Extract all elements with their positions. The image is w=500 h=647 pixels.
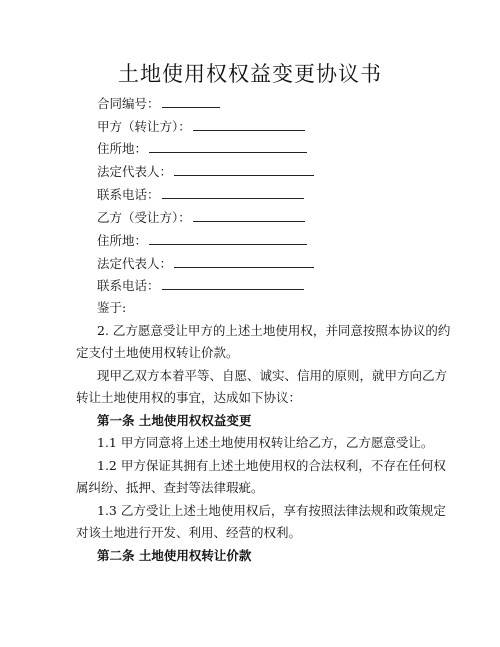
field-label: 法定代表人： [97, 256, 173, 271]
field-label: 住所地： [97, 141, 148, 156]
recital-2-line1: 2. 乙方愿意受让甲方的上述土地使用权，并同意按照本协议的约 [97, 323, 451, 338]
party-a-phone-blank [162, 186, 304, 199]
party-a-legal-rep-blank [174, 163, 314, 176]
field-label: 甲方（转让方）： [97, 119, 191, 134]
party-a-phone-field [97, 185, 304, 203]
party-b-phone-field [97, 276, 304, 294]
field-label: 合同编号： [97, 96, 160, 111]
party-b-field [97, 208, 305, 226]
party-a-address-field [97, 139, 307, 157]
party-b-legal-rep-blank [174, 255, 314, 268]
party-a-legal-rep-field [97, 162, 314, 180]
party-a-address-blank [149, 140, 307, 153]
party-a-field [97, 117, 305, 135]
party-b-phone-blank [162, 277, 304, 290]
party-b-blank [193, 209, 305, 222]
contract-number-blank [162, 95, 220, 108]
party-b-address-field [97, 231, 307, 249]
recital-2-line2: 定支付土地使用权转让价款。 [76, 345, 239, 360]
field-label: 法定代表人： [97, 164, 173, 179]
clause-1-3-line1: 1.3 乙方受让上述土地使用权后，享有按照法律法规和政策规定 [97, 503, 446, 518]
recital-label: 鉴于: [97, 300, 127, 315]
clause-1-2-line2: 属纠纷、抵押、查封等法律瑕疵。 [76, 480, 264, 495]
field-label: 联系电话： [97, 187, 160, 202]
clause-1-1: 1.1 甲方同意将上述土地使用权转让给乙方，乙方愿意受让。 [97, 435, 434, 450]
party-b-legal-rep-field [97, 254, 314, 272]
field-label: 住所地： [97, 233, 148, 248]
clause-1-3-line2: 对该土地进行开发、利用、经营的权利。 [76, 525, 302, 540]
agreement-para-line2: 转让土地使用权的事宜，达成如下协议： [76, 390, 302, 405]
agreement-para-line1: 现甲乙双方本着平等、自愿、诚实、信用的原则，就甲方向乙方 [97, 368, 448, 383]
party-b-address-blank [149, 232, 307, 245]
article-1-heading: 第一条 土地使用权权益变更 [97, 413, 252, 428]
article-2-heading: 第二条 土地使用权转让价款 [97, 548, 252, 563]
field-label: 联系电话： [97, 278, 160, 293]
field-label: 乙方（受让方）： [97, 210, 191, 225]
document-title: 土地使用权权益变更协议书 [118, 62, 382, 86]
clause-1-2-line1: 1.2 甲方保证其拥有上述土地使用权的合法权利，不存在任何权 [97, 458, 446, 473]
party-a-blank [193, 118, 305, 131]
contract-number-field [97, 94, 220, 112]
